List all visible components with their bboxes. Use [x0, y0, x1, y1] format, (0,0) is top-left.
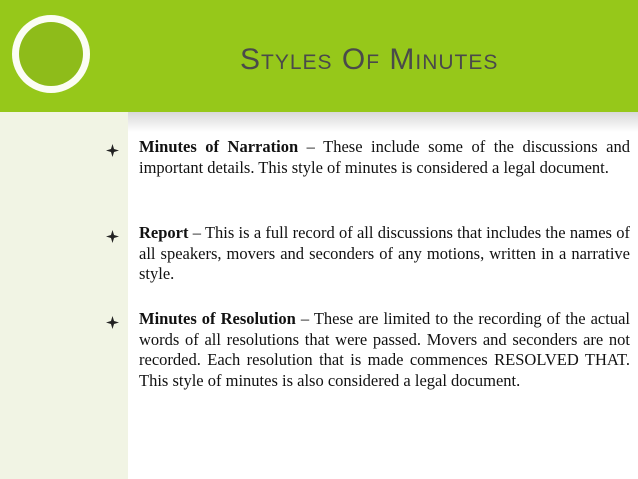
- diamond-bullet-icon: [106, 144, 119, 157]
- bullet-term: Report: [139, 223, 189, 242]
- bullet-text-resolution: [139, 309, 630, 391]
- diamond-bullet-icon: [106, 230, 119, 243]
- header-band: [0, 0, 638, 112]
- bullet-description: – This is a full record of all discussions that includes the names of all speakers, movers and seconders of any motions, written in a narrative style.: [139, 223, 630, 283]
- bullet-term: Minutes of Narration: [139, 137, 299, 156]
- bullet-term: Minutes of Resolution: [139, 309, 296, 328]
- decorative-circle-inner: [19, 22, 83, 86]
- bullet-description: – These are limited to the recording of the actual words of all resolutions that were passed. Movers and seconders are not recorded. Each resolution that is made commences RESOLVED THAT. This style of minutes is also considered a legal document.: [139, 309, 631, 390]
- diamond-bullet-icon: [106, 316, 119, 329]
- header-divider: [128, 112, 638, 132]
- bullet-description: – These include some of the discussions and important details. This style of minutes is considered a legal document.: [139, 137, 630, 177]
- bullet-text-report: [139, 223, 630, 285]
- bullet-text-narration: [139, 137, 630, 178]
- slide-title: Styles Of Minutes: [240, 43, 499, 76]
